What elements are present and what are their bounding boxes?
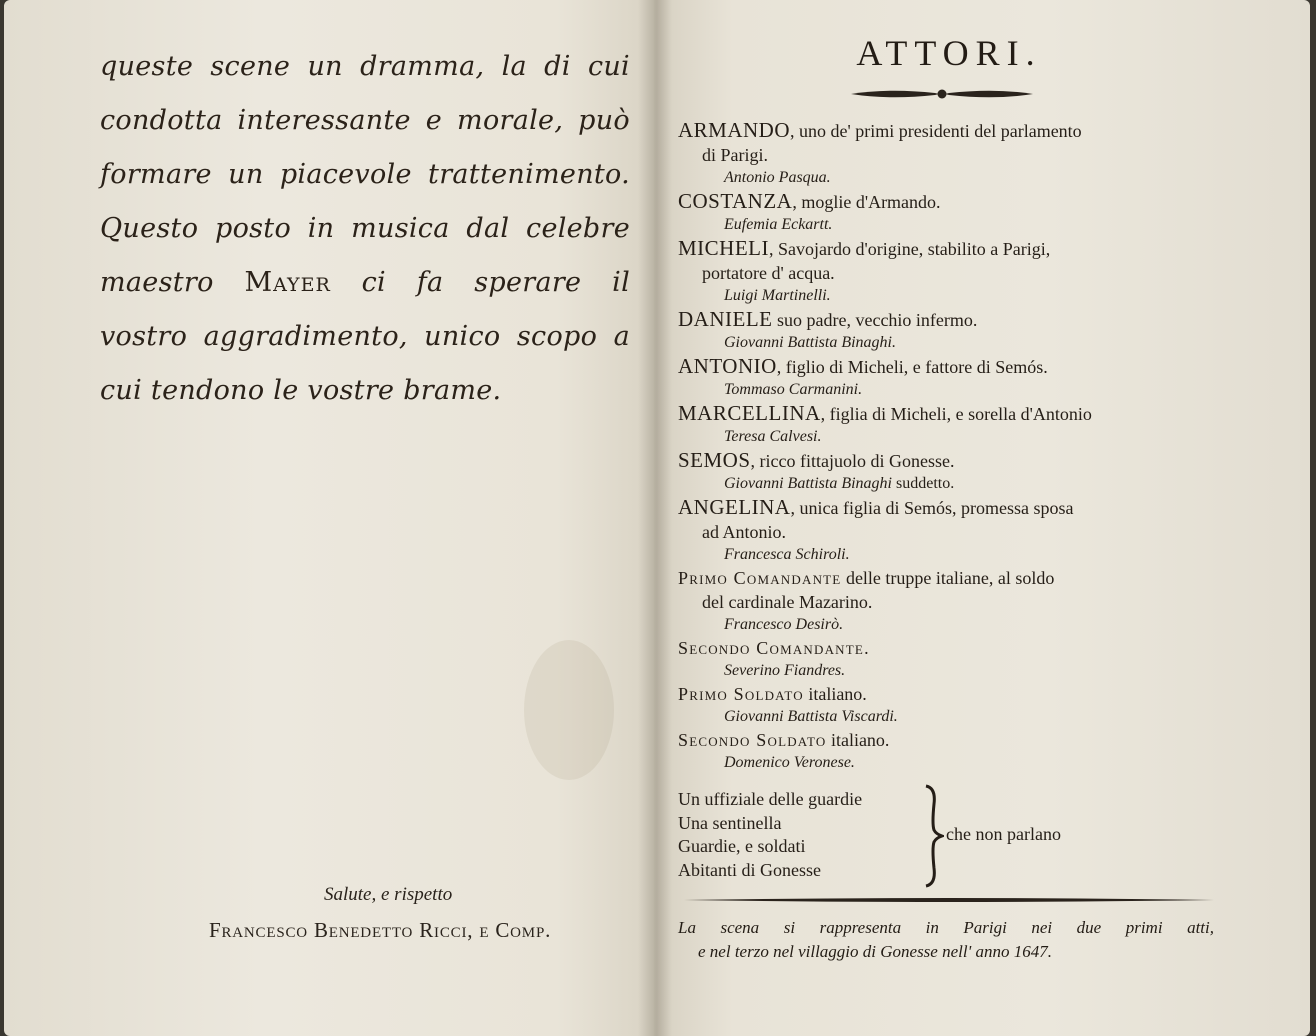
character-name: MICHELI [678,236,769,260]
role-line [678,682,1218,706]
letter-line: condotta interessante e morale, può [100,105,630,136]
performer-name: Luigi Martinelli. [724,287,831,304]
horizontal-rule-icon [684,896,1214,904]
character-name: ARMANDO [678,118,791,142]
character-description: suo padre, vecchio infermo. [772,310,978,330]
character-description-continued: ad Antonio. [702,522,786,542]
performer-name: Giovanni Battista Binaghi [724,475,892,492]
character-description: , figlio di Micheli, e fattore di Semós. [776,357,1048,377]
character-description-continued: portatore d' acqua. [702,263,835,283]
paper-stain [524,640,614,780]
role-line [678,401,1218,426]
character-description: italiano. [826,730,890,750]
character-name: ANTONIO [678,354,777,378]
character-name: ANGELINA [678,495,791,519]
role-line [678,728,1218,752]
scene-line: e nel terzo nel villaggio di Gonesse nell' anno 1647. [698,942,1052,961]
scene-line: La scena si rappresenta in Parigi nei due primi atti, [678,918,1214,937]
curly-brace-icon [922,784,944,888]
role-line [678,118,1218,143]
performer-name: Francesca Schiroli. [724,546,850,563]
role-line [678,495,1218,520]
role-line [678,307,1218,332]
performer-name: Tommaso Carmanini. [724,381,863,398]
character-description: , moglie d'Armando. [792,192,941,212]
letter-line: cui tendono le vostre brame. [100,375,502,406]
performer-line [678,332,1218,354]
character-name: Primo Comandante [678,568,842,588]
extra-role: Abitanti di Gonesse [678,859,821,880]
performer-line [678,752,1218,774]
cast-entry [678,354,1218,401]
cast-entry [678,728,1218,774]
character-description: , figlia di Micheli, e sorella d'Antonio [820,404,1092,424]
role-line [678,236,1218,261]
publisher-signature: Francesco Benedetto Ricci, e Comp. [209,918,552,942]
performer-line [678,285,1218,307]
role-line [678,636,1218,660]
performer-line [678,426,1218,448]
extra-role: Un uffiziale delle guardie [678,789,863,809]
role-line [678,189,1218,214]
salutation: Salute, e rispetto [324,884,453,905]
letter-line: formare un piacevole trattenimento. [100,159,630,190]
extras-note: che non parlano [946,824,1061,844]
performer-line [678,614,1218,636]
role-line [678,354,1218,379]
cast-entry [678,495,1218,566]
letter-line-tail: ci fa sperare il [330,267,630,298]
performer-name: Giovanni Battista Viscardi. [724,708,898,725]
performer-name: Domenico Veronese. [724,754,855,771]
performer-name: Eufemia Eckartt. [724,216,833,233]
performer-line [678,706,1218,728]
scene-setting [678,916,1214,964]
character-description: , ricco fittajuolo di Gonesse. [750,451,955,471]
performer-name: Antonio Pasqua. [724,169,831,186]
character-description: , Savojardo d'origine, stabilito a Parigi, [769,239,1051,259]
character-description: delle truppe italiane, al soldo [841,568,1055,588]
cast-entry [678,401,1218,448]
performer-line [678,473,1218,495]
character-name: Secondo Soldato [678,730,827,750]
letter-line-head: maestro [100,267,245,298]
role-line [678,448,1218,473]
character-description: italiano. [803,684,867,704]
performer-name: Severino Fiandres. [724,662,846,679]
character-name: DANIELE [678,307,773,331]
character-name: SEMOS [678,448,751,472]
extra-role: Guardie, e soldati [678,836,806,856]
performer-name: Francesco Desirò. [724,616,844,633]
performer-line [678,167,1218,189]
performer-line [678,544,1218,566]
character-name: Secondo Comandante [678,638,865,658]
extra-role: Una sentinella [678,812,782,833]
character-description-continued: del cardinale Mazarino. [702,592,873,612]
character-name: MARCELLINA [678,401,821,425]
ornament-divider-icon [849,84,1035,104]
cast-entry [678,448,1218,495]
character-description: , uno de' primi presidenti del parlamento [790,121,1082,141]
performer-name: Teresa Calvesi. [724,428,822,445]
cast-list [678,118,1218,774]
dedication-letter [100,40,630,418]
cast-entry [678,189,1218,236]
character-description: . [864,638,869,658]
cast-entry [678,236,1218,307]
role-line [678,566,1218,590]
cast-entry [678,566,1218,636]
performer-line [678,214,1218,236]
right-page [654,0,1310,1036]
performer-note: suddetto. [892,475,955,492]
character-description: , unica figlia di Semós, promessa sposa [790,498,1074,518]
left-page [4,0,654,1036]
letter-line: vostro aggradimento, unico scopo a [100,321,630,352]
character-name: COSTANZA [678,189,793,213]
letter-line-composer [100,256,630,310]
cast-entry [678,307,1218,354]
character-name: Primo Soldato [678,684,804,704]
cast-entry [678,118,1218,189]
non-speaking-roles [678,788,1218,888]
composer-name: Mayer [244,267,331,298]
performer-line [678,379,1218,401]
cast-heading: ATTORI. [856,33,1042,73]
cast-entry [678,682,1218,728]
character-description-continued: di Parigi. [702,145,768,165]
performer-name: Giovanni Battista Binaghi. [724,334,896,351]
letter-line: Questo posto in musica dal celebre [100,213,630,244]
performer-line [678,660,1218,682]
cast-entry [678,636,1218,682]
extras-list [678,788,862,882]
letter-line: queste scene un dramma, la di cui [100,51,630,82]
